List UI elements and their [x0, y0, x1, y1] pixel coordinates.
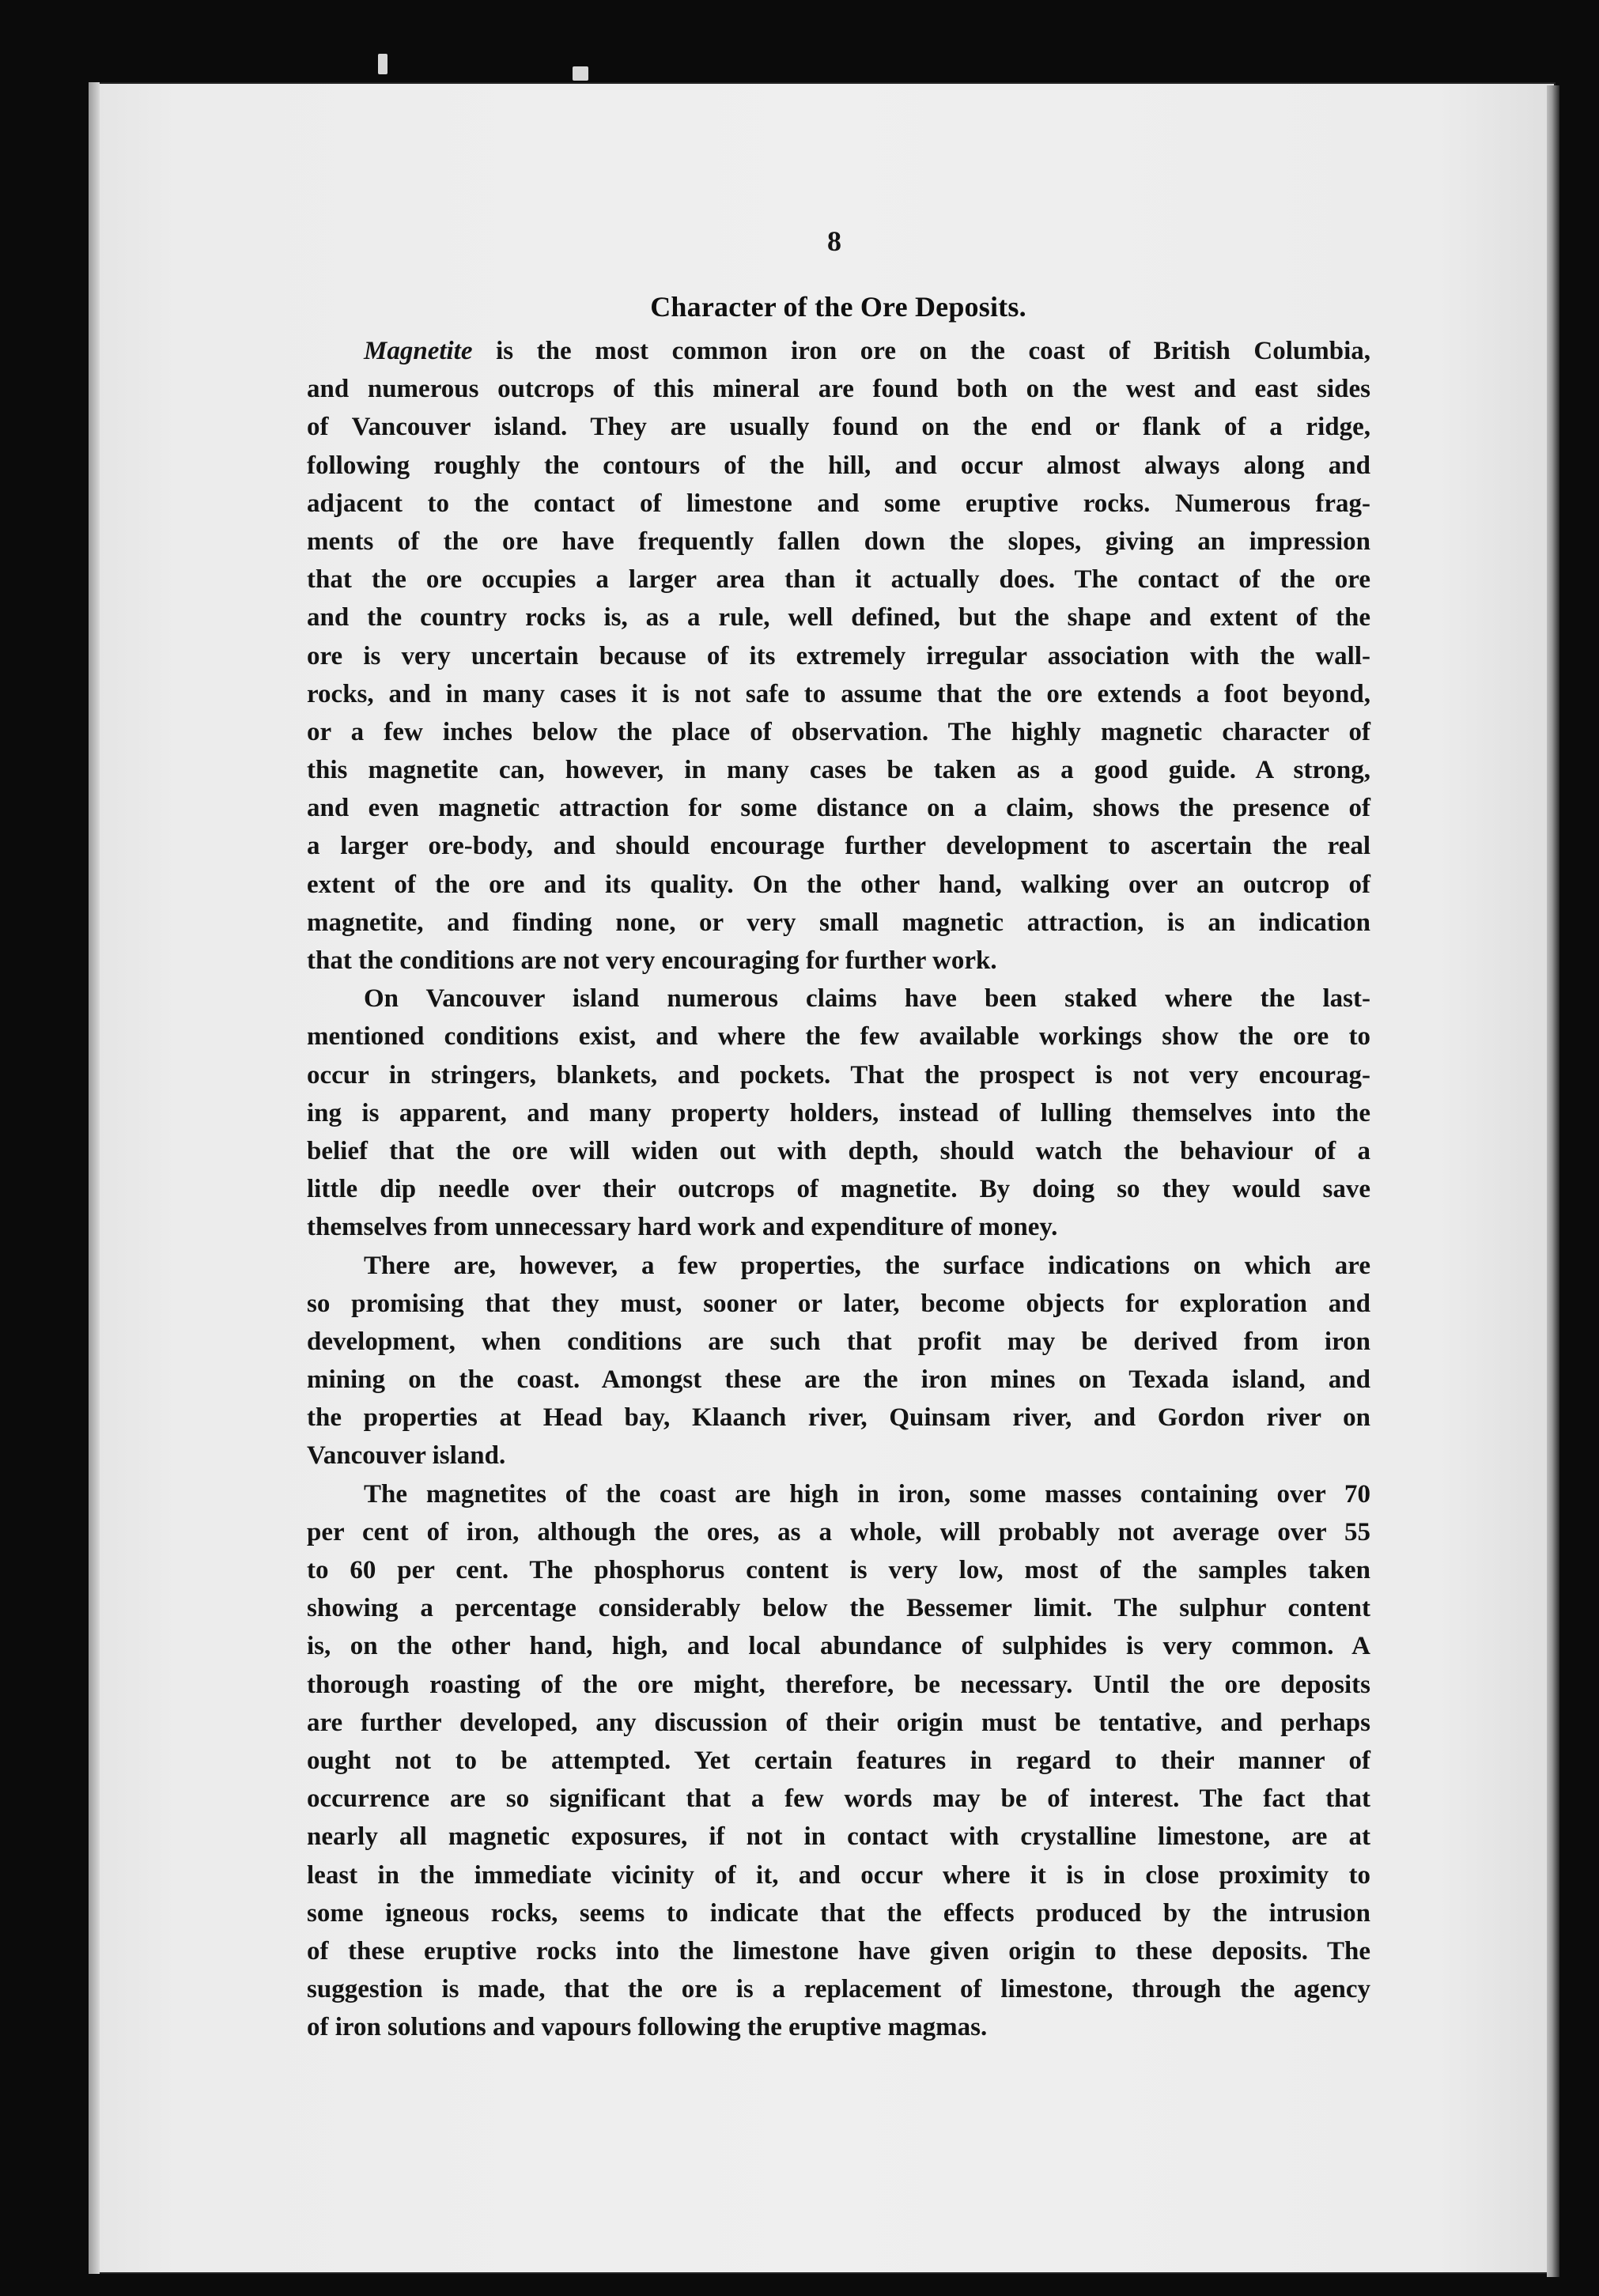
text-line: mining on the coast. Amongst these are the iron mines on Texada island, and — [307, 1365, 1370, 1395]
text-line: The magnetites of the coast are high in iron, some masses containing over 70 — [364, 1479, 1370, 1509]
scan-speck — [378, 54, 387, 74]
scan-speck — [573, 66, 588, 81]
page-heading: Character of the Ore Deposits. — [650, 291, 1026, 323]
text-line: On Vancouver island numerous claims have been staked where the last- — [364, 984, 1370, 1014]
text-line: ing is apparent, and many property holders, instead of lulling themselves into the — [307, 1098, 1370, 1127]
text-line: is, on the other hand, high, and local abundance of sulphides is very common. A — [307, 1632, 1370, 1661]
text-line: occur in stringers, blankets, and pockets. That the prospect is not very encourag- — [307, 1060, 1370, 1089]
text-line: a larger ore-body, and should encourage further development to ascertain the real — [307, 832, 1370, 861]
text-line: rocks, and in many cases it is not safe to assume that the ore extends a foot beyond, — [307, 679, 1370, 708]
text-line: or a few inches below the place of observation. The highly magnetic character of — [307, 717, 1370, 746]
text-line: suggestion is made, that the ore is a replacement of limestone, through the agency — [307, 1975, 1370, 2004]
text-line: thorough roasting of the ore might, therefore, be necessary. Until the ore deposits — [307, 1670, 1370, 1699]
paragraph-promising-properties — [307, 1247, 1370, 1475]
text-line: of Vancouver island. They are usually found on the end or flank of a ridge, — [307, 413, 1370, 442]
page-number: 8 — [827, 225, 841, 257]
text-line: of these eruptive rocks into the limestone have given origin to these deposits. The — [307, 1936, 1370, 1966]
text-line-content: is the most common iron ore on the coast of British Columbia, — [472, 337, 1370, 365]
text-line: and numerous outcrops of this mineral are found both on the west and east sides — [307, 375, 1370, 404]
text-line: that the conditions are not very encouraging for further work. — [307, 946, 997, 975]
text-line: magnetite, and finding none, or very small magnetic attraction, is an indication — [307, 908, 1370, 937]
text-line: nearly all magnetic exposures, if not in contact with crystalline limestone, are at — [307, 1822, 1370, 1852]
text-line: development, when conditions are such that profit may be derived from iron — [307, 1327, 1370, 1356]
italic-term: Magnetite — [364, 337, 473, 365]
text-line: belief that the ore will widen out with depth, should watch the behaviour of a — [307, 1136, 1370, 1165]
text-line: that the ore occupies a larger area than it actually does. The contact of the ore — [307, 565, 1370, 595]
paragraph-iron-content — [307, 1475, 1370, 2047]
text-line: this magnetite can, however, in many cases be taken as a good guide. A strong, — [307, 756, 1370, 785]
text-line: extent of the ore and its quality. On the other hand, walking over an outcrop of — [307, 870, 1370, 899]
text-line: per cent of iron, although the ores, as a whole, will probably not average over 55 — [307, 1517, 1370, 1546]
text-line: showing a percentage considerably below the Bessemer limit. The sulphur content — [307, 1594, 1370, 1623]
page-right-edge — [1547, 85, 1559, 2277]
text-line: ought not to be attempted. Yet certain features in regard to their manner of — [307, 1746, 1370, 1775]
text-line: adjacent to the contact of limestone and some eruptive rocks. Numerous frag- — [307, 489, 1370, 518]
text-line: least in the immediate vicinity of it, and occur where it is in close proximity to — [307, 1860, 1370, 1890]
text-line: Vancouver island. — [307, 1441, 506, 1471]
document-body — [307, 332, 1370, 2046]
text-line: occurrence are so significant that a few words may be of interest. The fact that — [307, 1784, 1370, 1814]
text-line: so promising that they must, sooner or later, become objects for exploration and — [307, 1289, 1370, 1318]
text-line — [307, 332, 1370, 370]
paragraph-magnetite — [307, 332, 1370, 980]
text-line: There are, however, a few properties, the surface indications on which are — [364, 1251, 1370, 1280]
text-line: the properties at Head bay, Klaanch river, Quinsam river, and Gordon river on — [307, 1403, 1370, 1433]
text-line: ore is very uncertain because of its extremely irregular association with the wall- — [307, 641, 1370, 670]
text-line: little dip needle over their outcrops of magnetite. By doing so they would save — [307, 1175, 1370, 1204]
page-left-edge — [89, 82, 100, 2274]
text-line: ments of the ore have frequently fallen down the slopes, giving an impression — [307, 527, 1370, 556]
text-line: are further developed, any discussion of their origin must be tentative, and perhaps — [307, 1708, 1370, 1737]
paragraph-vancouver-claims — [307, 980, 1370, 1246]
text-line: and the country rocks is, as a rule, well defined, but the shape and extent of the — [307, 603, 1370, 633]
text-line: mentioned conditions exist, and where the few available workings show the ore to — [307, 1022, 1370, 1052]
text-line: themselves from unnecessary hard work and expenditure of money. — [307, 1213, 1058, 1242]
text-line: following roughly the contours of the hill, and occur almost always along and — [307, 451, 1370, 480]
text-line: and even magnetic attraction for some distance on a claim, shows the presence of — [307, 794, 1370, 823]
text-line: some igneous rocks, seems to indicate that the effects produced by the intrusion — [307, 1898, 1370, 1928]
text-line: of iron solutions and vapours following the eruptive magmas. — [307, 2013, 988, 2042]
text-line: to 60 per cent. The phosphorus content is very low, most of the samples taken — [307, 1556, 1370, 1584]
